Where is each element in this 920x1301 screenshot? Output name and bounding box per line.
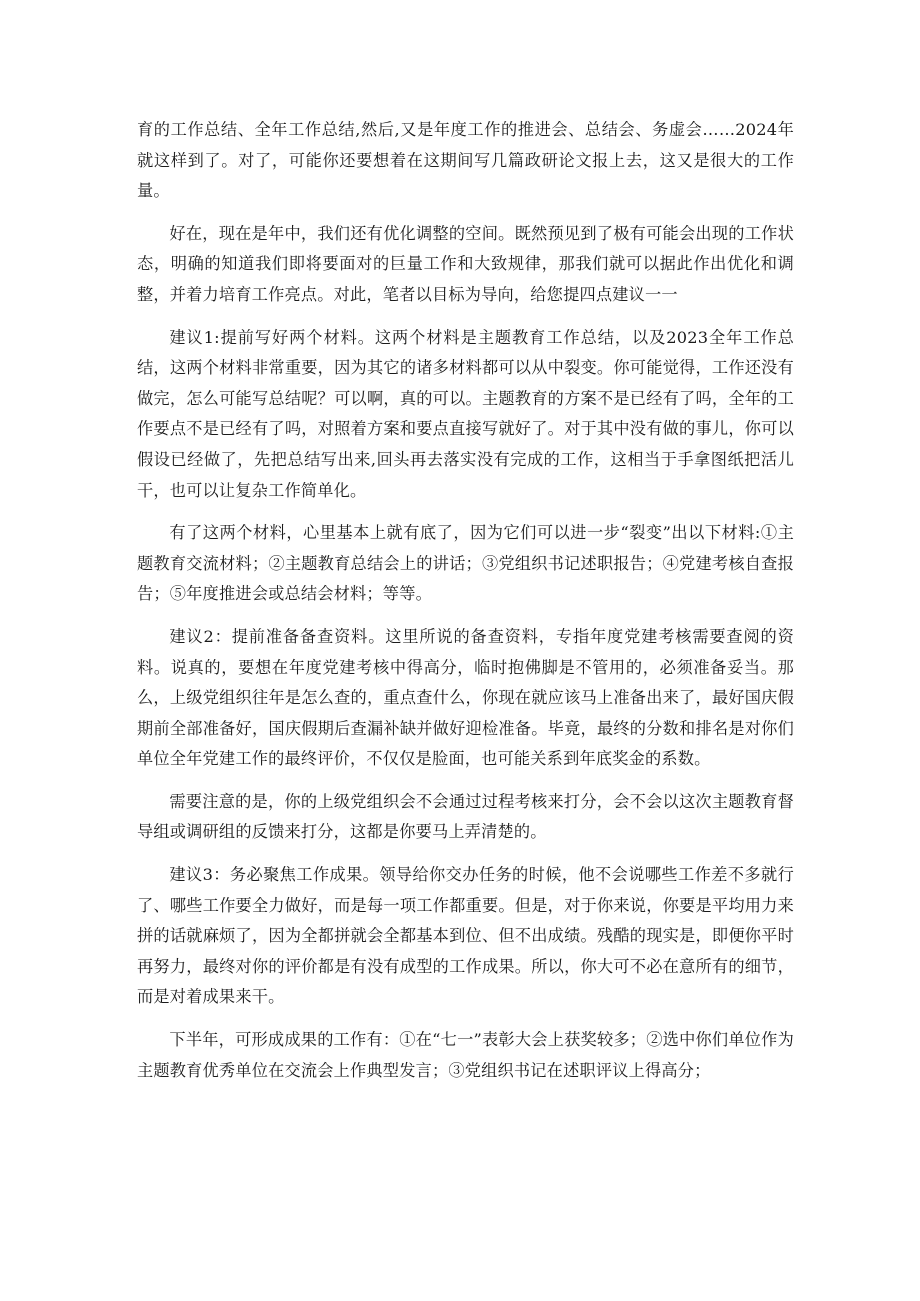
paragraph-optimization-space: 好在，现在是年中，我们还有优化调整的空间。既然预见到了极有可能会出现的工作状态，明确的知道我们即将要面对的巨量工作和大致规律，那我们就可以据此作出优化和调整，并着力培育工作亮点。对此，笔者以目标为导向，给您提四点建议一一 [137,223,794,304]
paragraph-derived-materials: 有了这两个材料，心里基本上就有底了，因为它们可以进一步“裂变”出以下材料:①主题教育交流材料；②主题教育总结会上的讲话；③党组织书记述职报告；④党建考核自查报告；⑤年度推进会或总结会材料；等等。 [137,523,794,604]
paragraph-suggestion-3: 建议3：务必聚焦工作成果。领导给你交办任务的时候，他不会说哪些工作差不多就行了、哪些工作要全力做好，而是每一项工作都重要。但是，对于你来说，你要是平均用力来拼的话就麻烦了，因为全都拼就会全都基本到位、但不出成绩。残酷的现实是，即便你平时再努力，最终对你的评价都是有没有成型的工作成果。所以，你大可不必在意所有的细节，而是对着成果来干。 [137,865,794,1007]
paragraph-second-half-results: 下半年，可形成成果的工作有：①在“七一”表彰大会上获奖较多；②选中你们单位作为主题教育优秀单位在交流会上作典型发言；③党组织书记在述职评议上得高分； [137,1030,794,1080]
paragraph-work-summary-continued: 育的工作总结、全年工作总结,然后,又是年度工作的推进会、总结会、务虚会……2024年就这样到了。对了，可能你还要想着在这期间写几篇政研论文报上去，这又是很大的工作量。 [137,120,794,201]
article-body [137,115,794,1098]
paragraph-suggestion-1: 建议1:提前写好两个材料。这两个材料是主题教育工作总结，以及2023全年工作总结，这两个材料非常重要，因为其它的诸多材料都可以从中裂变。你可能觉得，工作还没有做完，怎么可能写总结呢？可以啊，真的可以。主题教育的方案不是已经有了吗，全年的工作要点不是已经有了吗，对照着方案和要点直接写就好了。对于其中没有做的事儿，你可以假设已经做了，先把总结写出来,回头再去落实没有完成的工作，这相当于手拿图纸把活儿干，也可以让复杂工作简单化。 [137,327,794,500]
paragraph-suggestion-2: 建议2：提前准备备查资料。这里所说的备查资料，专指年度党建考核需要查阅的资料。说真的，要想在年度党建考核中得高分，临时抱佛脚是不管用的，必须准备妥当。那么，上级党组织往年是怎么查的，重点查什么，你现在就应该马上准备出来了，最好国庆假期前全部准备好，国庆假期后查漏补缺并做好迎检准备。毕竟，最终的分数和排名是对你们单位全年党建工作的最终评价，不仅仅是脸面，也可能关系到年底奖金的系数。 [137,626,794,769]
paragraph-attention-note: 需要注意的是，你的上级党组织会不会通过过程考核来打分，会不会以这次主题教育督导组或调研组的反馈来打分，这都是你要马上弄清楚的。 [137,791,794,842]
